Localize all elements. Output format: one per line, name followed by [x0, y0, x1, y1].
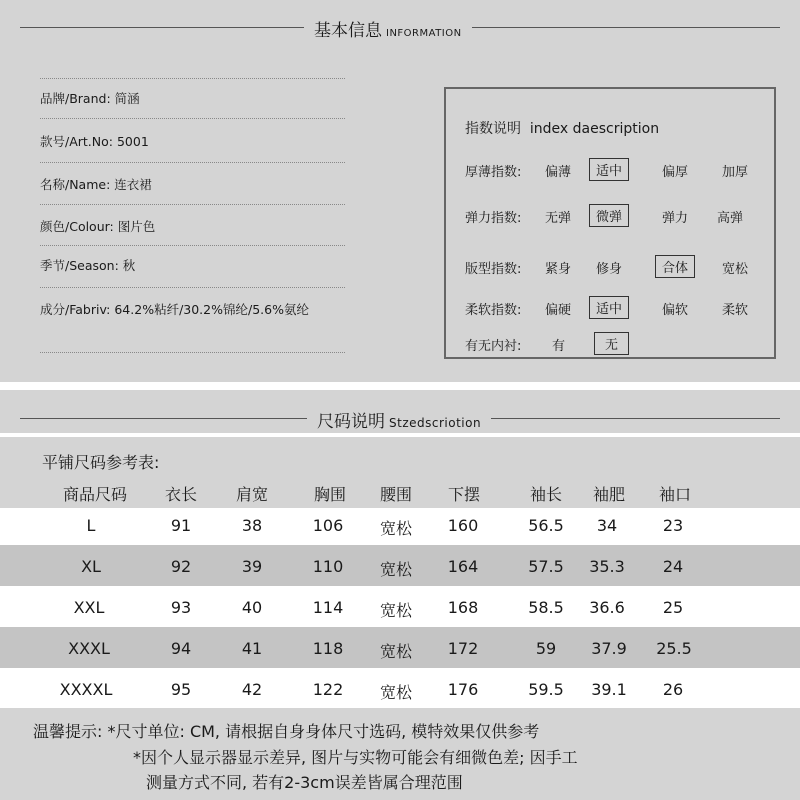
index-option: 偏薄 — [545, 165, 572, 180]
hem-cell: 172 — [447, 639, 479, 658]
sleeve-length-cell: 56.5 — [528, 516, 564, 535]
size-cell: XXL — [73, 598, 105, 617]
index-option: 偏厚 — [662, 165, 689, 180]
index-option: 紧身 — [545, 262, 572, 277]
chest-cell: 114 — [312, 598, 344, 617]
header-cell: 袖口 — [658, 485, 692, 504]
size-title-en: Stzedscriotion — [389, 416, 482, 430]
shoulder-cell: 39 — [241, 557, 263, 576]
header-cell: 胸围 — [313, 485, 347, 504]
basic-info-title-en: INFORMATION — [386, 28, 462, 39]
notice-line: *因个人显示器显示差异, 图片与实物可能会有细微色差; 因手工 — [133, 748, 578, 767]
cuff-cell: 25 — [662, 598, 684, 617]
waist-cell: 宽松 — [379, 601, 413, 620]
header-cell: 衣长 — [164, 485, 198, 504]
length-cell: 91 — [170, 516, 192, 535]
sleeve-width-cell: 34 — [596, 516, 618, 535]
index-option-selected: 适中 — [589, 296, 629, 319]
info-divider — [40, 78, 345, 79]
header-cell: 袖长 — [529, 485, 563, 504]
size-cell: XXXL — [68, 639, 110, 658]
info-divider — [40, 204, 345, 205]
brand-field: 品牌/Brand: 简涵 — [40, 91, 140, 106]
info-divider — [40, 287, 345, 288]
section-divider — [0, 433, 800, 437]
header-cell: 商品尺码 — [62, 485, 128, 504]
sleeve-width-cell: 39.1 — [591, 680, 627, 699]
length-cell: 94 — [170, 639, 192, 658]
chest-cell: 122 — [312, 680, 344, 699]
index-label: 有无内衬: — [465, 339, 522, 354]
chest-cell: 106 — [312, 516, 344, 535]
length-cell: 93 — [170, 598, 192, 617]
header-cell: 下摆 — [447, 485, 481, 504]
chest-cell: 110 — [312, 557, 344, 576]
artno-field: 款号/Art.No: 5001 — [40, 134, 149, 149]
chest-cell: 118 — [312, 639, 344, 658]
name-field: 名称/Name: 连衣裙 — [40, 177, 152, 192]
length-cell: 95 — [170, 680, 192, 699]
index-option-selected: 微弹 — [589, 204, 629, 227]
size-cell: L — [86, 516, 96, 535]
index-option: 无弹 — [545, 211, 572, 226]
index-option: 宽松 — [722, 262, 749, 277]
shoulder-cell: 40 — [241, 598, 263, 617]
notice-line: 测量方式不同, 若有2-3cm误差皆属合理范围 — [146, 773, 463, 792]
waist-cell: 宽松 — [379, 642, 413, 661]
shoulder-cell: 38 — [241, 516, 263, 535]
length-cell: 92 — [170, 557, 192, 576]
index-option: 有 — [552, 339, 566, 354]
sleeve-length-cell: 58.5 — [528, 598, 564, 617]
size-cell: XXXXL — [59, 680, 113, 699]
size-title — [307, 407, 491, 432]
index-label: 厚薄指数: — [465, 165, 522, 180]
cuff-cell: 24 — [662, 557, 684, 576]
index-option: 加厚 — [722, 165, 749, 180]
cuff-cell: 23 — [662, 516, 684, 535]
size-title-cn: 尺码说明 — [317, 412, 385, 432]
table-title: 平铺尺码参考表: — [42, 453, 160, 472]
cuff-cell: 25.5 — [656, 639, 692, 658]
basic-info-title — [304, 16, 472, 41]
info-divider — [40, 162, 345, 163]
index-label: 版型指数: — [465, 262, 522, 277]
sleeve-width-cell: 35.3 — [589, 557, 625, 576]
index-title: 指数说明 index daescription — [465, 121, 660, 137]
notice-line: 温馨提示: *尺寸单位: CM, 请根据自身身体尺寸选码, 模特效果仅供参考 — [33, 722, 540, 741]
index-option: 修身 — [596, 262, 623, 277]
waist-cell: 宽松 — [379, 683, 413, 702]
index-label: 柔软指数: — [465, 303, 522, 318]
season-field: 季节/Season: 秋 — [40, 258, 136, 273]
hem-cell: 160 — [447, 516, 479, 535]
index-option-selected: 无 — [594, 332, 629, 355]
header-cell: 肩宽 — [235, 485, 269, 504]
index-label: 弹力指数: — [465, 211, 522, 226]
fabric-field: 成分/Fabriv: 64.2%粘纤/30.2%锦纶/5.6%氨纶 — [40, 302, 309, 317]
size-cell: XL — [81, 557, 101, 576]
section-divider — [0, 382, 800, 390]
header-cell: 袖肥 — [592, 485, 626, 504]
info-divider — [40, 118, 345, 119]
sleeve-width-cell: 37.9 — [591, 639, 627, 658]
index-option: 弹力 — [662, 211, 689, 226]
index-option: 偏硬 — [545, 303, 572, 318]
info-divider — [40, 245, 345, 246]
index-option-selected: 合体 — [655, 255, 695, 278]
sleeve-length-cell: 59 — [535, 639, 557, 658]
sleeve-width-cell: 36.6 — [589, 598, 625, 617]
waist-cell: 宽松 — [379, 560, 413, 579]
waist-cell: 宽松 — [379, 519, 413, 538]
header-cell: 腰围 — [379, 485, 413, 504]
hem-cell: 168 — [447, 598, 479, 617]
basic-info-title-cn: 基本信息 — [314, 21, 382, 41]
colour-field: 颜色/Colour: 图片色 — [40, 219, 156, 234]
index-option: 偏软 — [662, 303, 689, 318]
index-option-selected: 适中 — [589, 158, 629, 181]
hem-cell: 164 — [447, 557, 479, 576]
sleeve-length-cell: 59.5 — [528, 680, 564, 699]
info-divider — [40, 352, 345, 353]
index-option: 柔软 — [722, 303, 749, 318]
shoulder-cell: 42 — [241, 680, 263, 699]
shoulder-cell: 41 — [241, 639, 263, 658]
sleeve-length-cell: 57.5 — [528, 557, 564, 576]
cuff-cell: 26 — [662, 680, 684, 699]
hem-cell: 176 — [447, 680, 479, 699]
index-option: 高弹 — [717, 211, 744, 226]
